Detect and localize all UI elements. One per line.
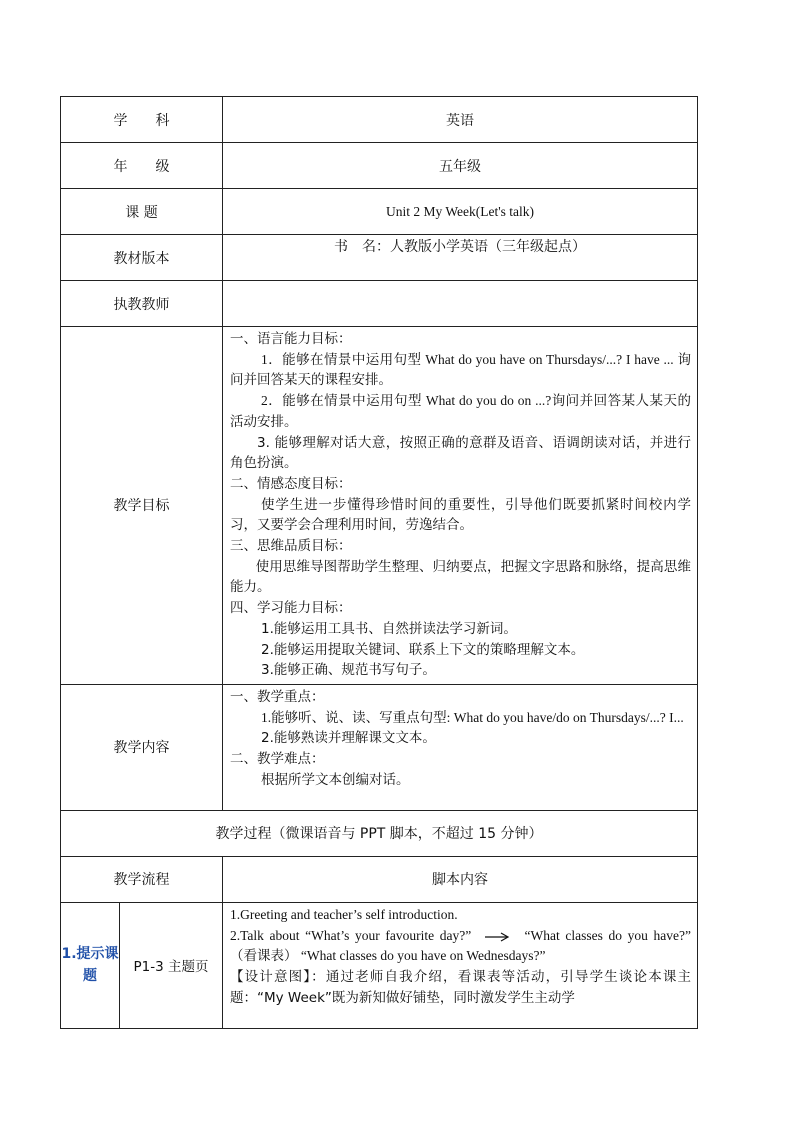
goals-heading-emotion: 二、情感态度目标：	[230, 475, 352, 492]
step1-question-wednesdays: “What classes do you have on Wednesdays?”	[300, 948, 546, 964]
goals-content	[223, 327, 698, 685]
step1-question-favourite: 2.Talk about “What’s your favourite day?”	[230, 927, 472, 943]
goals-item: 3. 能够理解对话大意，按照正确的意群及语音、语调朗读对话，并进行角色扮演。	[230, 434, 691, 472]
content-body	[223, 684, 698, 810]
goals-item: 1.能够运用工具书、自然拼读法学习新词。	[261, 620, 517, 637]
goals-row	[61, 327, 698, 685]
textbook-row	[61, 235, 698, 281]
lesson-plan-table	[60, 96, 698, 1029]
goals-item: 3.能够正确、规范书写句子。	[261, 662, 436, 679]
process-header-row	[61, 856, 698, 902]
script-label: 脚本内容	[223, 856, 698, 902]
subject-label: 学 科	[61, 97, 223, 143]
subject-value: 英语	[223, 97, 698, 143]
goals-heading-thinking: 三、思维品质目标：	[230, 538, 352, 555]
right-arrow-icon	[485, 932, 511, 942]
goals-item: 2．能够在情景中运用句型 What do you do on ...?询问并回答某人某天的活动安排。	[230, 393, 691, 429]
content-label: 教学内容	[61, 684, 223, 810]
difficult-points-heading: 二、教学难点：	[230, 751, 325, 768]
grade-value: 五年级	[223, 143, 698, 189]
design-intent-text: ：通过老师自我介绍，看课表等活动，引导学生谈论本课主题：“My Week”既为新知做好铺垫，同时激发学生主动学	[230, 969, 692, 1006]
content-row	[61, 684, 698, 810]
goals-heading-learning: 四、学习能力目标：	[230, 600, 352, 617]
topic-row	[61, 189, 698, 235]
topic-value: Unit 2 My Week(Let's talk)	[223, 189, 698, 235]
goals-item: 2.能够运用提取关键词、联系上下文的策略理解文本。	[261, 641, 585, 658]
textbook-value: 书 名：人教版小学英语（三年级起点）	[223, 235, 698, 281]
step1-row	[61, 902, 698, 1028]
key-points-heading: 一、教学重点：	[230, 688, 325, 705]
key-point-item: 1.能够听、说、读、写重点句型: What do you have/do on Thursdays/...? I...	[261, 709, 684, 725]
step1-script	[223, 902, 698, 1028]
textbook-label: 教材版本	[61, 235, 223, 281]
teacher-label: 执教教师	[61, 281, 223, 327]
process-title-row	[61, 810, 698, 856]
step1-pages: P1-3 主题页	[120, 902, 223, 1028]
key-point-item: 2.能够熟读并理解课文文本。	[261, 730, 436, 747]
goals-label: 教学目标	[61, 327, 223, 685]
teacher-row	[61, 281, 698, 327]
step1-design	[230, 967, 691, 1008]
grade-row	[61, 143, 698, 189]
grade-label: 年 级	[61, 143, 223, 189]
topic-label: 课 题	[61, 189, 223, 235]
goals-heading-language: 一、语言能力目标：	[230, 331, 352, 347]
step1-line: 1.Greeting and teacher’s self introduction.	[230, 906, 458, 922]
step1-note: （看课表）	[230, 948, 298, 964]
goals-item: 1．能够在情景中运用句型 What do you have on Thursdays/...? I have ... 询问并回答某天的课程安排。	[230, 351, 691, 388]
subject-row	[61, 97, 698, 143]
step1-question-classes: “What classes do you have?”	[524, 927, 692, 943]
goals-item: 使用思维导图帮助学生整理、归纳要点，把握文字思路和脉络，提高思维能力。	[230, 558, 691, 596]
process-title: 教学过程（微课语音与 PPT 脚本，不超过 15 分钟）	[61, 810, 698, 856]
design-intent-label: 【设计意图】	[230, 969, 312, 986]
teacher-value	[223, 281, 698, 327]
goals-item: 使学生进一步懂得珍惜时间的重要性，引导他们既要抓紧时间校内学习，又要学会合理利用时间，劳逸结合。	[230, 496, 691, 534]
flow-label: 教学流程	[61, 856, 223, 902]
step1-line	[230, 926, 691, 967]
difficult-point-item: 根据所学文本创编对话。	[261, 771, 410, 788]
step1-number: 1.提示课题	[61, 902, 120, 1028]
